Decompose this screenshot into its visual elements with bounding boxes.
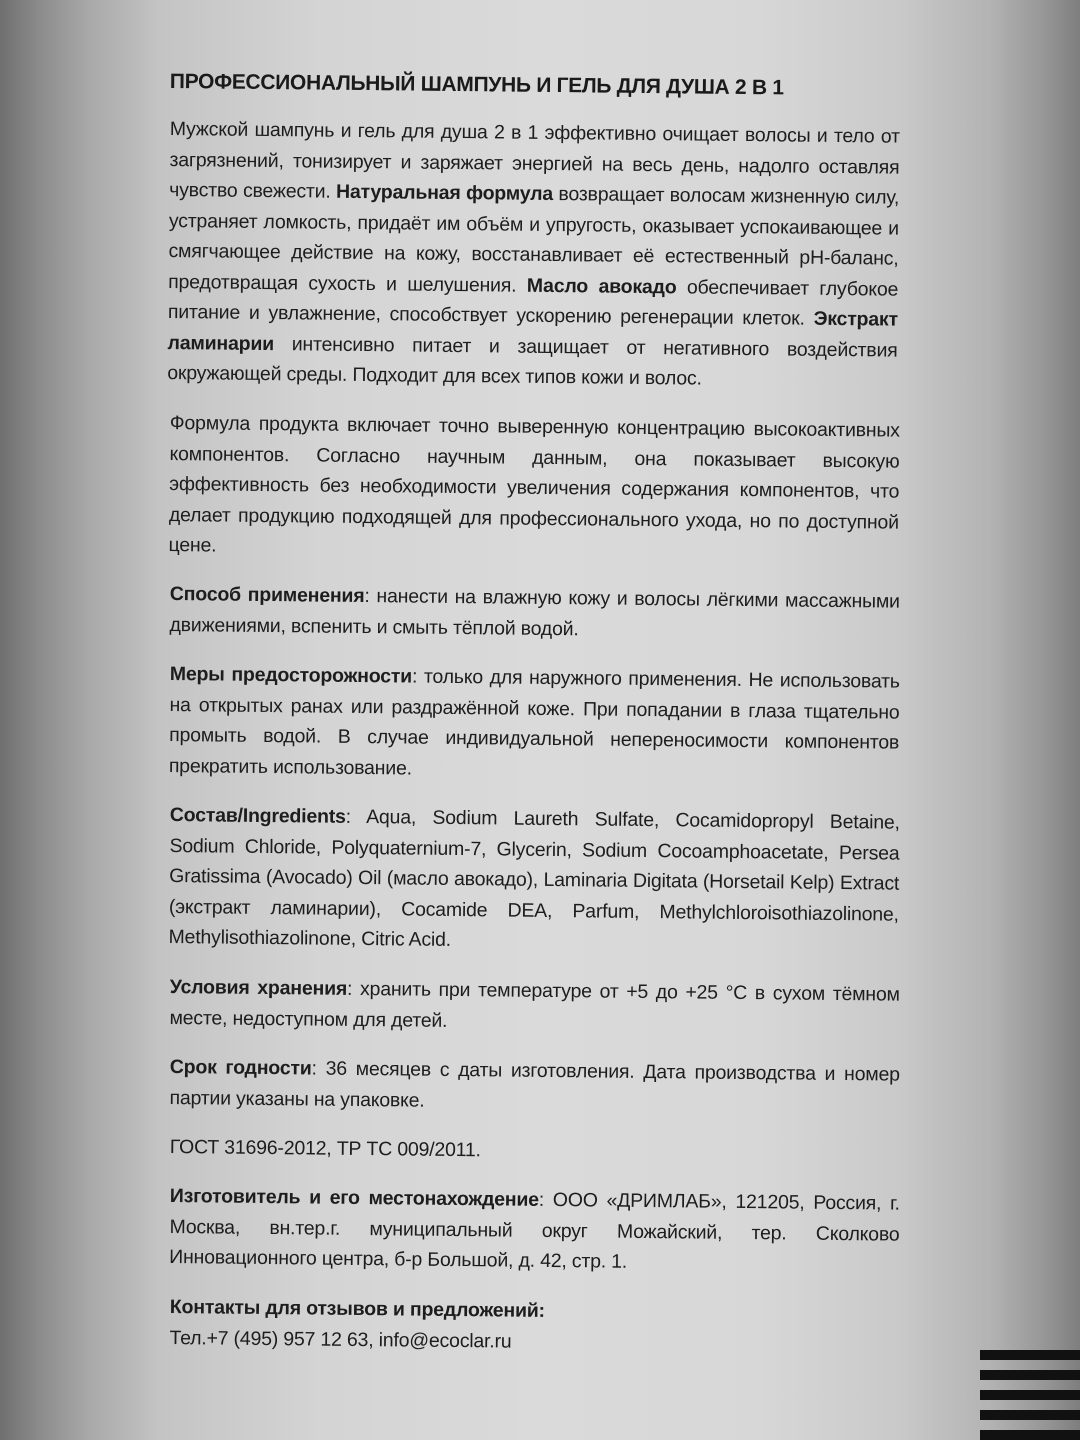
ingredients-label: Состав/Ingredients bbox=[169, 803, 346, 828]
description-text: обеспечивает глубокое питание и увлажнение, способствует ускорению регенерации клеток. bbox=[167, 275, 899, 330]
contacts-paragraph bbox=[169, 1292, 900, 1361]
manufacturer-text: : ООО «ДРИМЛАБ», 121205, Россия, г. Москва, вн.тер.г. муниципальный округ Можайский, тер. Сколково Инновационного центра, б-р Большой, д. 42, стр. 1. bbox=[169, 1188, 900, 1273]
description-text: Мужской шампунь и гель для душа 2 в 1 эффективно очищает волосы и тело от загрязнений, тонизирует и заряжает энергией на весь день, надолго оставляя чувство свежести. bbox=[169, 117, 900, 203]
kelp-extract-label: Экстракт ламинарии bbox=[167, 307, 899, 355]
standards-paragraph: ГОСТ 31696-2012, ТР ТС 009/2011. bbox=[169, 1135, 481, 1161]
ingredients-paragraph bbox=[168, 800, 900, 960]
precautions-paragraph bbox=[169, 659, 900, 789]
description-text: интенсивно питает и защищает от негативного воздействия окружающей среды. Подходит для всех типов кожи и волос. bbox=[167, 332, 898, 390]
description-paragraph bbox=[167, 114, 900, 396]
manufacturer-label: Изготовитель и его местонахождение bbox=[169, 1184, 539, 1211]
storage-text: : хранить при температуре от +5 до +25 °С в сухом тёмном месте, недоступном для детей. bbox=[169, 977, 900, 1031]
barcode-graphic bbox=[980, 1350, 1080, 1440]
product-label bbox=[167, 70, 900, 1353]
shelf-life-text: : 36 месяцев с даты изготовления. Дата производства и номер партии указаны на упаковке. bbox=[169, 1056, 900, 1111]
ingredients-text: : Aqua, Sodium Laureth Sulfate, Cocamidopropyl Betaine, Sodium Chloride, Polyquaternium-7, Glycerin, Sodium Cocoamphoacetate, Persea Gratissima (Avocado) Oil (масло авокадо), Laminaria Digitata (Horsetail Kelp) Extract (экстракт ламинарии), Cocamide DEA, Parfum, Methylchloroisothiazolinone, Methylisothiazolinone, Citric Acid. bbox=[168, 805, 900, 951]
formula-paragraph: Формула продукта включает точно выверенную концентрацию высокоактивных компонентов. Согласно научным данным, она показывает высокую эффективность без необходимости увеличения содержания компонентов, что делает продукцию подходящей для профессионального ухода, но по доступной цене. bbox=[168, 411, 900, 556]
storage-label: Условия хранения bbox=[169, 975, 348, 1000]
avocado-oil-label: Масло авокадо bbox=[526, 274, 677, 298]
usage-label: Способ применения bbox=[169, 582, 365, 608]
shelf-life-paragraph bbox=[169, 1052, 900, 1121]
shelf-life-label: Срок годности bbox=[169, 1055, 312, 1079]
contacts-label: Контакты для отзывов и предложений: bbox=[169, 1295, 546, 1322]
usage-paragraph bbox=[169, 579, 900, 648]
description-text: возвращает волосам жизненную силу, устраняет ломкость, придаёт им объём и упругость, оказывает успокаивающее и смягчающее действие на кожу, восстанавливает её естественный pH-баланс, предотвращая сухость и шелушения. bbox=[168, 183, 900, 297]
storage-paragraph bbox=[169, 972, 900, 1041]
natural-formula-label: Натуральная формула bbox=[335, 180, 554, 206]
contacts-text: Тел.+7 (495) 957 12 63, info@ecoclar.ru bbox=[169, 1325, 512, 1352]
precautions-text: : только для наружного применения. Не использовать на открытых ранах или раздражённой коже. При попадании в глаза тщательно промыть водой. В случае индивидуальной непереносимости компонентов прекратить использование. bbox=[168, 665, 900, 780]
usage-text: : нанести на влажную кожу и волосы лёгкими массажными движениями, вспенить и смыть тёплой водой. bbox=[169, 585, 900, 640]
manufacturer-paragraph bbox=[169, 1181, 900, 1280]
precautions-label: Меры предосторожности bbox=[169, 662, 413, 688]
product-title: ПРОФЕССИОНАЛЬНЫЙ ШАМПУНЬ И ГЕЛЬ ДЛЯ ДУША 2 В 1 bbox=[169, 70, 784, 100]
